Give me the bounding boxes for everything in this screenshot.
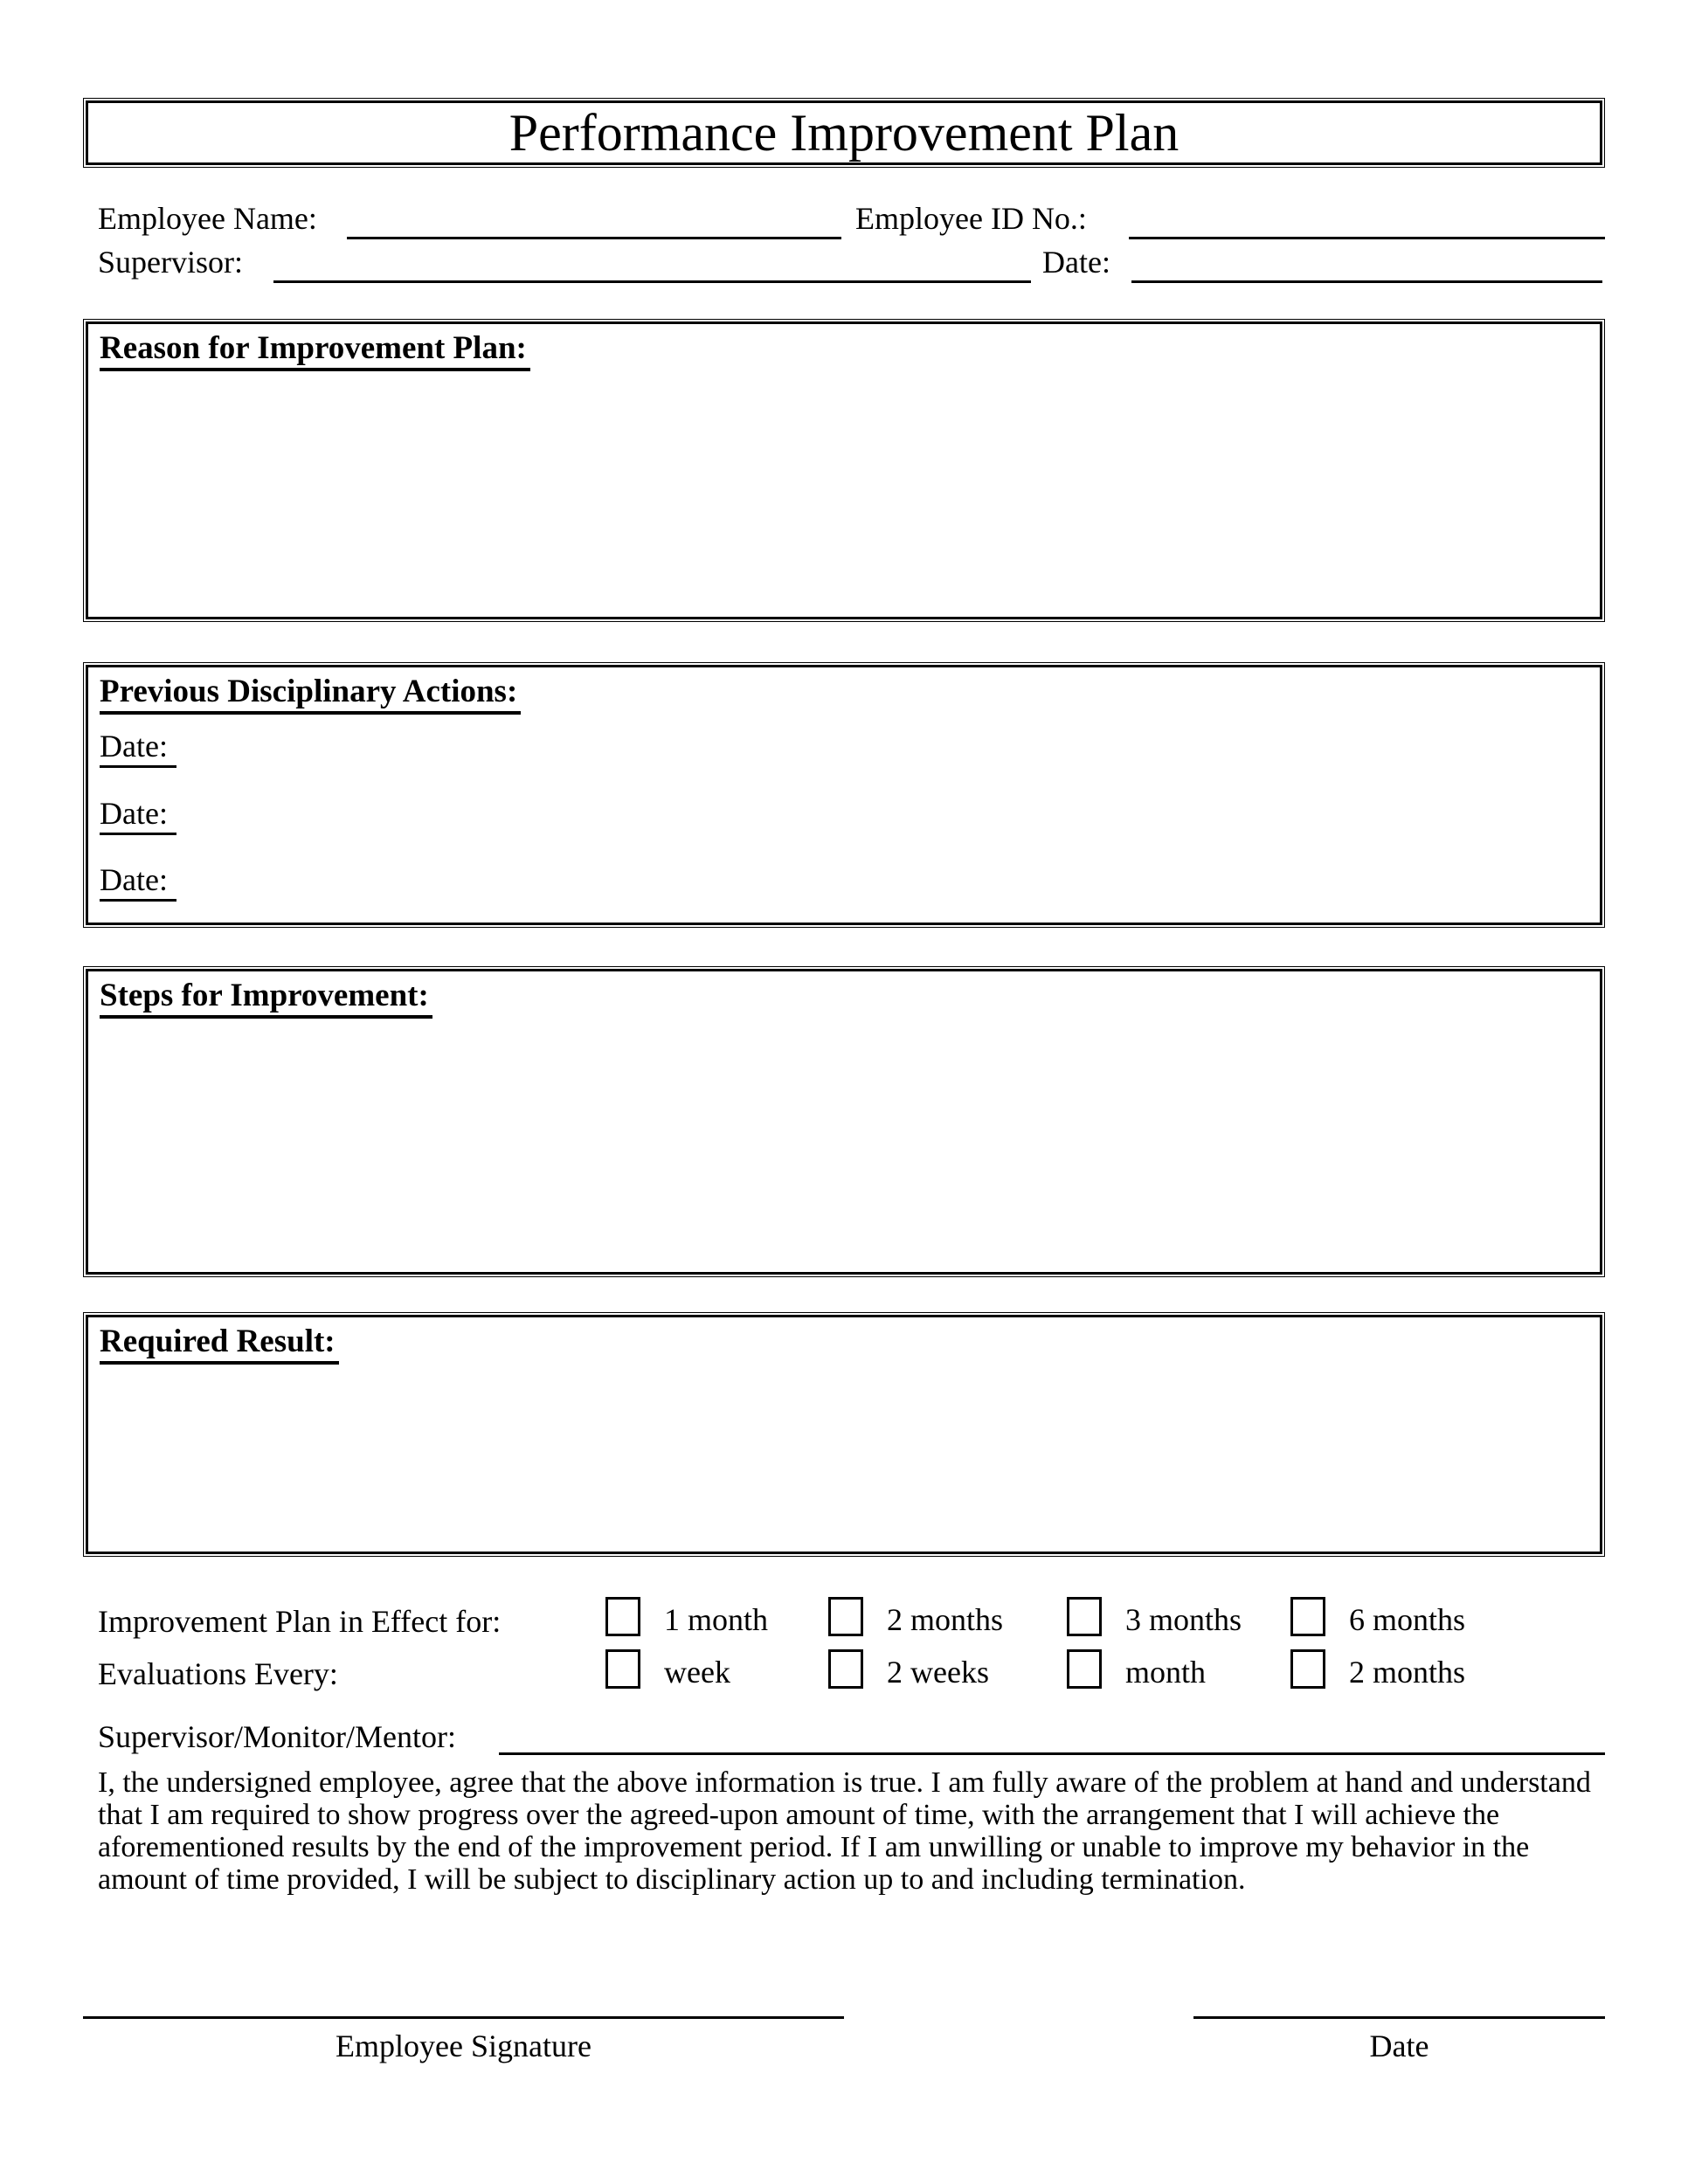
employee-signature-label: Employee Signature <box>336 2028 591 2063</box>
header-date-label: Date: <box>1042 245 1110 280</box>
required-result-input-area[interactable] <box>97 1370 1591 1543</box>
evaluations-checkbox-2-weeks[interactable] <box>828 1649 863 1689</box>
steps-section-inner <box>86 969 1602 1275</box>
previous-actions-section-inner <box>86 665 1602 925</box>
reason-section-inner <box>86 321 1602 619</box>
evaluations-checkbox-2-months[interactable] <box>1290 1649 1325 1689</box>
previous-date-label-3: Date: <box>100 864 176 902</box>
employee-id-field[interactable] <box>1129 237 1605 239</box>
reason-heading: Reason for Improvement Plan: <box>100 331 530 371</box>
plan-effect-choice-label-2: 2 months <box>887 1602 1004 1637</box>
page-title: Performance Improvement Plan <box>508 104 1180 162</box>
required-result-section-box <box>83 1312 1605 1557</box>
signature-date-field[interactable] <box>1193 2016 1605 2019</box>
steps-section-box <box>83 966 1605 1277</box>
evaluations-checkbox-week[interactable] <box>605 1649 640 1689</box>
previous-date-label-2: Date: <box>100 798 176 835</box>
plan-effect-checkbox-1-month[interactable] <box>605 1597 640 1636</box>
supervisor-label: Supervisor: <box>98 245 243 280</box>
employee-name-label: Employee Name: <box>98 201 317 236</box>
required-result-heading: Required Result: <box>100 1324 339 1365</box>
plan-effect-choice-label-3: 3 months <box>1125 1602 1242 1637</box>
plan-effect-checkbox-2-months[interactable] <box>828 1597 863 1636</box>
reason-section-box <box>83 319 1605 622</box>
plan-effect-choice-label-1: 1 month <box>664 1602 769 1637</box>
steps-input-area[interactable] <box>97 1024 1591 1263</box>
evaluations-checkbox-month[interactable] <box>1067 1649 1102 1689</box>
previous-actions-section-box <box>83 662 1605 928</box>
supervisor-monitor-field[interactable] <box>499 1752 1605 1755</box>
signature-date-label: Date <box>1369 2028 1429 2063</box>
steps-heading: Steps for Improvement: <box>100 978 432 1019</box>
previous-date-field-3[interactable] <box>193 857 1556 899</box>
evaluations-choice-label-2: 2 weeks <box>887 1655 989 1690</box>
previous-date-field-1[interactable] <box>193 723 1556 765</box>
title-box-inner <box>86 100 1602 165</box>
supervisor-monitor-label: Supervisor/Monitor/Mentor: <box>98 1719 456 1754</box>
header-date-field[interactable] <box>1131 280 1602 283</box>
previous-date-field-2[interactable] <box>193 791 1556 833</box>
employee-id-label: Employee ID No.: <box>855 201 1087 236</box>
title-box <box>83 98 1605 168</box>
reason-input-area[interactable] <box>97 377 1591 608</box>
plan-effect-choice-label-4: 6 months <box>1349 1602 1466 1637</box>
employee-signature-field[interactable] <box>83 2016 844 2019</box>
evaluations-choice-label-3: month <box>1125 1655 1207 1690</box>
agreement-paragraph: I, the undersigned employee, agree that the above information is true. I am fully aware of the problem at hand and understand that I am required to show progress over the agreed-upon amount of time, with the arrangement that I will achieve the aforementioned results by the end of the improvement period. If I am unwilling or unable to improve my behavior in the amount of time provided, I will be subject to disciplinary action up to and including termination. <box>98 1766 1591 1896</box>
plan-effect-checkbox-3-months[interactable] <box>1067 1597 1102 1636</box>
evaluations-choice-label-4: 2 months <box>1349 1655 1466 1690</box>
evaluations-label: Evaluations Every: <box>98 1656 338 1691</box>
required-result-section-inner <box>86 1315 1602 1554</box>
plan-effect-checkbox-6-months[interactable] <box>1290 1597 1325 1636</box>
previous-actions-heading: Previous Disciplinary Actions: <box>100 674 521 715</box>
supervisor-field[interactable] <box>273 280 1031 283</box>
evaluations-choice-label-1: week <box>664 1655 730 1690</box>
plan-effect-label: Improvement Plan in Effect for: <box>98 1604 502 1639</box>
previous-date-label-1: Date: <box>100 730 176 768</box>
employee-name-field[interactable] <box>347 237 841 239</box>
